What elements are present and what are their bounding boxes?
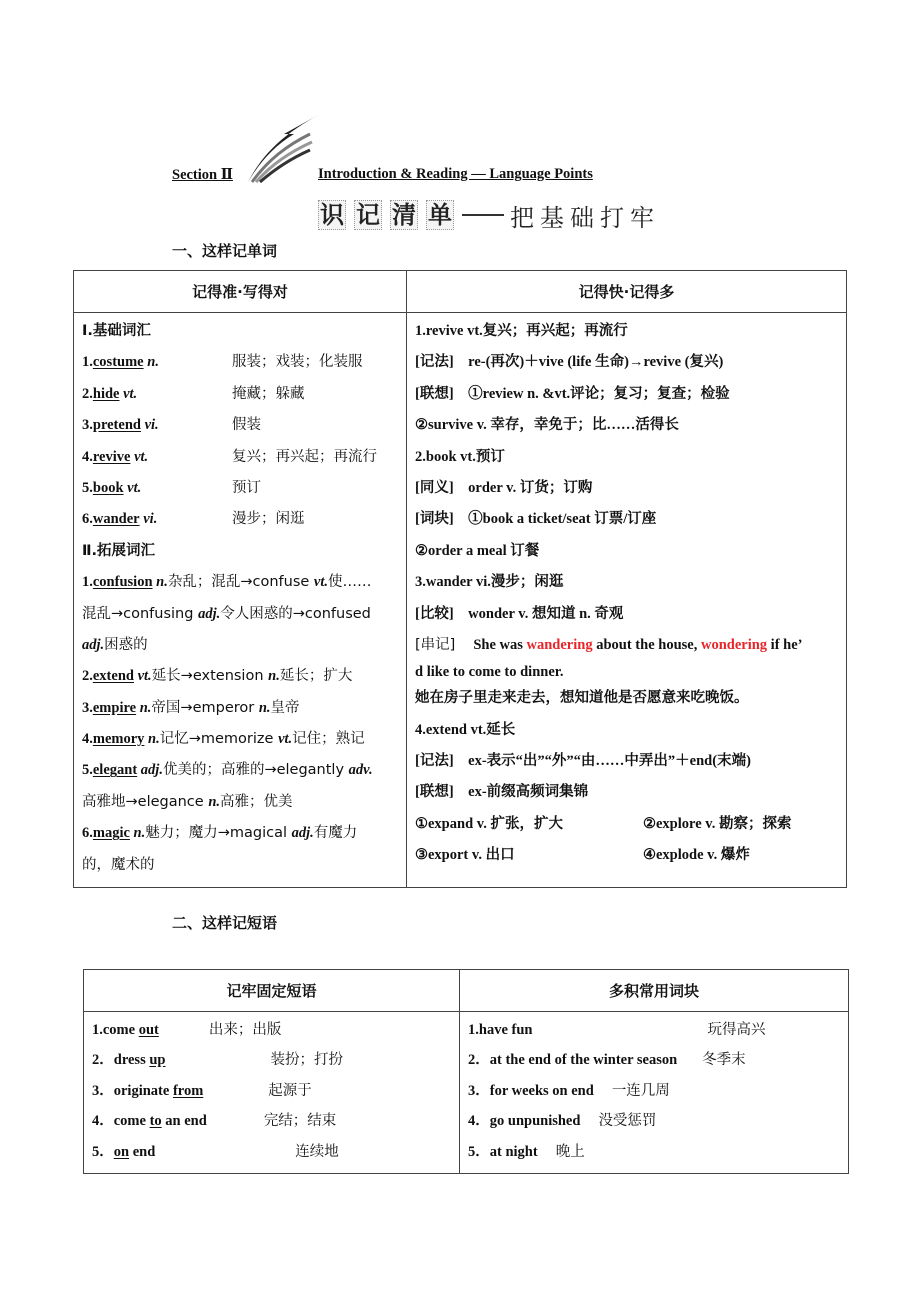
item-number: 6. bbox=[82, 825, 93, 842]
phrase-left-cell bbox=[84, 1012, 459, 1173]
meaning: 魅力；魔力→magical bbox=[145, 825, 292, 842]
item-number: 2. bbox=[82, 668, 93, 685]
item-number: 3. bbox=[82, 699, 93, 716]
phrase-item bbox=[92, 1045, 451, 1075]
part-of-speech: vt. bbox=[123, 479, 142, 496]
item-number: 1. bbox=[82, 574, 93, 591]
phrase-meaning: 出来；出版 bbox=[208, 1022, 282, 1038]
phrase-right-cell bbox=[460, 1012, 848, 1173]
col-header-right: 多积常用词块 bbox=[460, 970, 849, 1012]
vocab-left-cell bbox=[74, 313, 406, 887]
phrase-item bbox=[92, 1076, 451, 1106]
vocab-item bbox=[82, 379, 398, 410]
item-number: 5. bbox=[82, 479, 93, 496]
meaning: 记住；熟记 bbox=[292, 731, 365, 748]
part-of-speech: vt. bbox=[119, 385, 138, 402]
vocab-word: book bbox=[92, 479, 124, 496]
memory-tip-line: 4.extend vt.延长 bbox=[415, 721, 516, 738]
part-of-speech: adv. bbox=[348, 762, 373, 779]
ext-vocab-line bbox=[82, 567, 398, 598]
ext-vocab-line bbox=[82, 693, 398, 724]
chunk-meaning: 晚上 bbox=[555, 1143, 585, 1160]
story-translation: 她在房子里走来走去，想知道他是否愿意来吃晚饭。 bbox=[415, 690, 749, 707]
prefix-word-pair bbox=[415, 809, 838, 840]
item-number: 1. bbox=[82, 354, 93, 371]
vocab-word: extend bbox=[92, 668, 134, 685]
vocab-item bbox=[82, 347, 398, 378]
vocab-meaning: 掩藏；躲藏 bbox=[232, 385, 305, 402]
part1-heading: 一、这样记单词 bbox=[172, 242, 278, 260]
ext-vocab-line bbox=[82, 599, 398, 630]
phrase-meaning: 完结；结束 bbox=[263, 1113, 337, 1130]
part-of-speech: adj. bbox=[198, 605, 221, 622]
chunk-text: 1.have fun bbox=[468, 1022, 533, 1038]
part2-heading: 二、这样记短语 bbox=[172, 914, 278, 932]
phrase-text: 5． bbox=[92, 1143, 114, 1160]
item-number: 4. bbox=[82, 448, 93, 465]
memory-tip-line: ②order a meal 订餐 bbox=[415, 542, 540, 559]
vocab-word: memory bbox=[92, 731, 145, 748]
meaning: 记忆→memorize bbox=[159, 731, 279, 748]
phrase-key-word: out bbox=[138, 1022, 159, 1038]
chunk-item bbox=[468, 1106, 840, 1136]
phrase-item bbox=[92, 1015, 451, 1045]
section-label: Section Ⅱ bbox=[172, 167, 233, 183]
memory-tip-line: 3.wander vi.漫步；闲逛 bbox=[415, 574, 564, 591]
meaning: 高雅地→elegance bbox=[82, 793, 209, 810]
memory-tip-line: [联想] ex-前缀高频词集锦 bbox=[415, 784, 589, 801]
item-number: 2. bbox=[82, 385, 93, 402]
meaning: 有魔力 bbox=[313, 825, 358, 842]
part-of-speech: n. bbox=[258, 699, 271, 716]
phrase-key-word: up bbox=[149, 1052, 166, 1069]
item-number: 5. bbox=[82, 762, 93, 779]
memory-tip-line: [词块] ①book a ticket/seat 订票/订座 bbox=[415, 511, 657, 528]
chunk-item bbox=[468, 1137, 840, 1167]
meaning: 杂乱；混乱→confuse bbox=[167, 574, 314, 591]
meaning: 的，魔术的 bbox=[82, 856, 155, 873]
chunk-item bbox=[468, 1015, 840, 1045]
phrase-text: 1.come bbox=[92, 1022, 139, 1038]
vocab-word: magic bbox=[92, 825, 130, 842]
vocab-meaning: 预订 bbox=[232, 479, 261, 496]
chunk-meaning: 玩得高兴 bbox=[707, 1022, 766, 1038]
highlight-word: wondering bbox=[700, 636, 768, 653]
ext-vocab-line bbox=[82, 787, 398, 818]
meaning: 令人困惑的→confused bbox=[220, 605, 371, 622]
banner-char: 清 bbox=[392, 201, 416, 229]
ext-vocab-line bbox=[82, 755, 398, 786]
phrase-text: 2．dress bbox=[92, 1052, 150, 1069]
memory-tip-line: [记法] ex-表示“出”“外”“由……中弄出”＋end(末端) bbox=[415, 753, 751, 770]
phrase-item bbox=[92, 1106, 451, 1136]
part-of-speech: vt. bbox=[130, 448, 149, 465]
vocab-item bbox=[82, 504, 398, 535]
meaning: 延长→extension bbox=[151, 668, 269, 685]
chunk-item bbox=[468, 1076, 840, 1106]
item-number: 4. bbox=[82, 731, 93, 748]
memory-tip-line: [比较] wonder v. 想知道 n. 奇观 bbox=[415, 605, 624, 622]
phrase-item bbox=[92, 1137, 451, 1167]
vocab-item bbox=[82, 442, 398, 473]
part-of-speech: adj. bbox=[137, 762, 163, 779]
vocab-item bbox=[82, 410, 398, 441]
vocab-word: revive bbox=[92, 448, 131, 465]
part-of-speech: n. bbox=[136, 699, 152, 716]
vocab-word: pretend bbox=[92, 417, 141, 434]
chunk-text: 2．at the end of the winter season bbox=[468, 1052, 678, 1069]
basic-vocab-heading: Ⅰ.基础词汇 bbox=[82, 323, 151, 339]
memory-tip-line: 1.revive vt.复兴；再兴起；再流行 bbox=[415, 323, 628, 339]
meaning: 混乱→confusing bbox=[82, 605, 199, 622]
ext-vocab-line bbox=[82, 630, 398, 661]
meaning: 高雅；优美 bbox=[220, 793, 293, 810]
phrase-text: 3．originate bbox=[92, 1082, 173, 1099]
part-of-speech: vt. bbox=[313, 574, 328, 591]
col-header-left: 记牢固定短语 bbox=[84, 970, 460, 1012]
highlight-word: wandering bbox=[526, 636, 593, 653]
vocab-word: empire bbox=[92, 699, 137, 716]
phrase-key-word: from bbox=[172, 1082, 204, 1099]
vocab-table bbox=[73, 270, 847, 888]
chunk-meaning: 冬季末 bbox=[702, 1052, 746, 1069]
vocab-word: costume bbox=[92, 354, 144, 371]
part-of-speech: n. bbox=[268, 668, 280, 685]
chunk-text: 3．for weeks on end bbox=[468, 1082, 594, 1099]
vocab-item bbox=[82, 473, 398, 504]
part-of-speech: vi. bbox=[140, 417, 159, 434]
ext-vocab-line bbox=[82, 818, 398, 849]
part-of-speech: adj. bbox=[82, 636, 105, 653]
item-number: 6. bbox=[82, 511, 93, 528]
vocab-word: wander bbox=[92, 511, 140, 528]
part-of-speech: adj. bbox=[291, 825, 314, 842]
memory-tip-line: 2.book vt.预订 bbox=[415, 448, 505, 465]
vocab-right-cell bbox=[407, 313, 846, 878]
vocab-word: confusion bbox=[92, 574, 153, 591]
phrase-text: end bbox=[129, 1143, 156, 1160]
meaning: 优美的；高雅的→elegantly bbox=[162, 762, 349, 779]
meaning: 困惑的 bbox=[104, 636, 148, 653]
chunk-text: 4．go unpunished bbox=[468, 1113, 581, 1130]
banner-char: 单 bbox=[428, 201, 452, 229]
vocab-word: elegant bbox=[92, 762, 138, 779]
memory-tip-line: [同义] order v. 订货；订购 bbox=[415, 479, 593, 496]
memory-tip-line: ②survive v. 幸存，幸免于；比……活得长 bbox=[415, 417, 679, 434]
story-line: [串记] She was wandering about the house, wondering if he’ bbox=[415, 636, 803, 653]
phrase-meaning: 起源于 bbox=[268, 1082, 312, 1099]
prefix-word: ③export v. 出口 bbox=[415, 847, 515, 864]
phrase-text: an end bbox=[161, 1113, 207, 1130]
vocab-meaning: 假装 bbox=[232, 417, 261, 434]
chunk-meaning: 没受惩罚 bbox=[598, 1113, 657, 1130]
part-of-speech: vt. bbox=[278, 731, 293, 748]
vocab-word: hide bbox=[92, 385, 120, 402]
memory-tip-line: [联想] ①review n. &vt.评论；复习；复查；检验 bbox=[415, 385, 730, 402]
part-of-speech: n. bbox=[129, 825, 146, 842]
col-header-left: 记得准·写得对 bbox=[74, 271, 407, 313]
meaning: 皇帝 bbox=[270, 699, 300, 716]
banner-dash bbox=[462, 214, 504, 216]
phrase-key-word: on bbox=[113, 1143, 130, 1160]
prefix-word: ④explode v. 爆炸 bbox=[643, 847, 750, 864]
phrase-key-word: to bbox=[149, 1113, 162, 1130]
prefix-word: ①expand v. 扩张，扩大 bbox=[415, 815, 563, 832]
part-of-speech: n. bbox=[208, 793, 221, 810]
ext-vocab-line bbox=[82, 724, 398, 755]
col-header-right: 记得快·记得多 bbox=[407, 271, 847, 313]
chunk-text: 5．at night bbox=[468, 1143, 538, 1160]
story-line-cont: d like to come to dinner. bbox=[415, 664, 564, 681]
memory-tip-line: [记法] re-(再次)＋vive (life 生命)→revive (复兴) bbox=[415, 354, 724, 371]
ext-vocab-line bbox=[82, 661, 398, 692]
phrase-table bbox=[83, 969, 849, 1174]
phrase-meaning: 连续地 bbox=[295, 1143, 339, 1160]
part-of-speech: n. bbox=[152, 574, 168, 591]
chunk-item bbox=[468, 1045, 840, 1075]
banner-subtitle: 把基础打牢 bbox=[510, 203, 660, 232]
part-of-speech: vi. bbox=[139, 511, 158, 528]
prefix-word: ②explore v. 勘察；探索 bbox=[643, 815, 792, 832]
meaning: 使…… bbox=[328, 574, 372, 591]
section-title: Introduction & Reading — Language Points bbox=[318, 166, 593, 182]
banner-title bbox=[318, 198, 660, 232]
chunk-meaning: 一连几周 bbox=[611, 1082, 670, 1099]
ext-vocab-heading: Ⅱ.拓展词汇 bbox=[82, 542, 156, 559]
phrase-text: 4．come bbox=[92, 1113, 150, 1130]
part-of-speech: n. bbox=[144, 731, 160, 748]
vocab-meaning: 复兴；再兴起；再流行 bbox=[232, 448, 377, 465]
item-number: 3. bbox=[82, 417, 93, 434]
part-of-speech: n. bbox=[143, 354, 159, 371]
swoosh-logo-icon bbox=[244, 112, 324, 184]
vocab-meaning: 漫步；闲逛 bbox=[232, 511, 305, 528]
ext-vocab-line bbox=[82, 850, 398, 881]
meaning: 帝国→emperor bbox=[151, 699, 259, 716]
meaning: 延长；扩大 bbox=[279, 668, 353, 685]
banner-char: 记 bbox=[356, 201, 380, 229]
part-of-speech: vt. bbox=[133, 668, 152, 685]
vocab-meaning: 服装；戏装；化装服 bbox=[232, 354, 363, 371]
banner-char: 识 bbox=[320, 201, 344, 229]
phrase-meaning: 装扮；打扮 bbox=[270, 1052, 343, 1069]
prefix-word-pair bbox=[415, 840, 838, 871]
